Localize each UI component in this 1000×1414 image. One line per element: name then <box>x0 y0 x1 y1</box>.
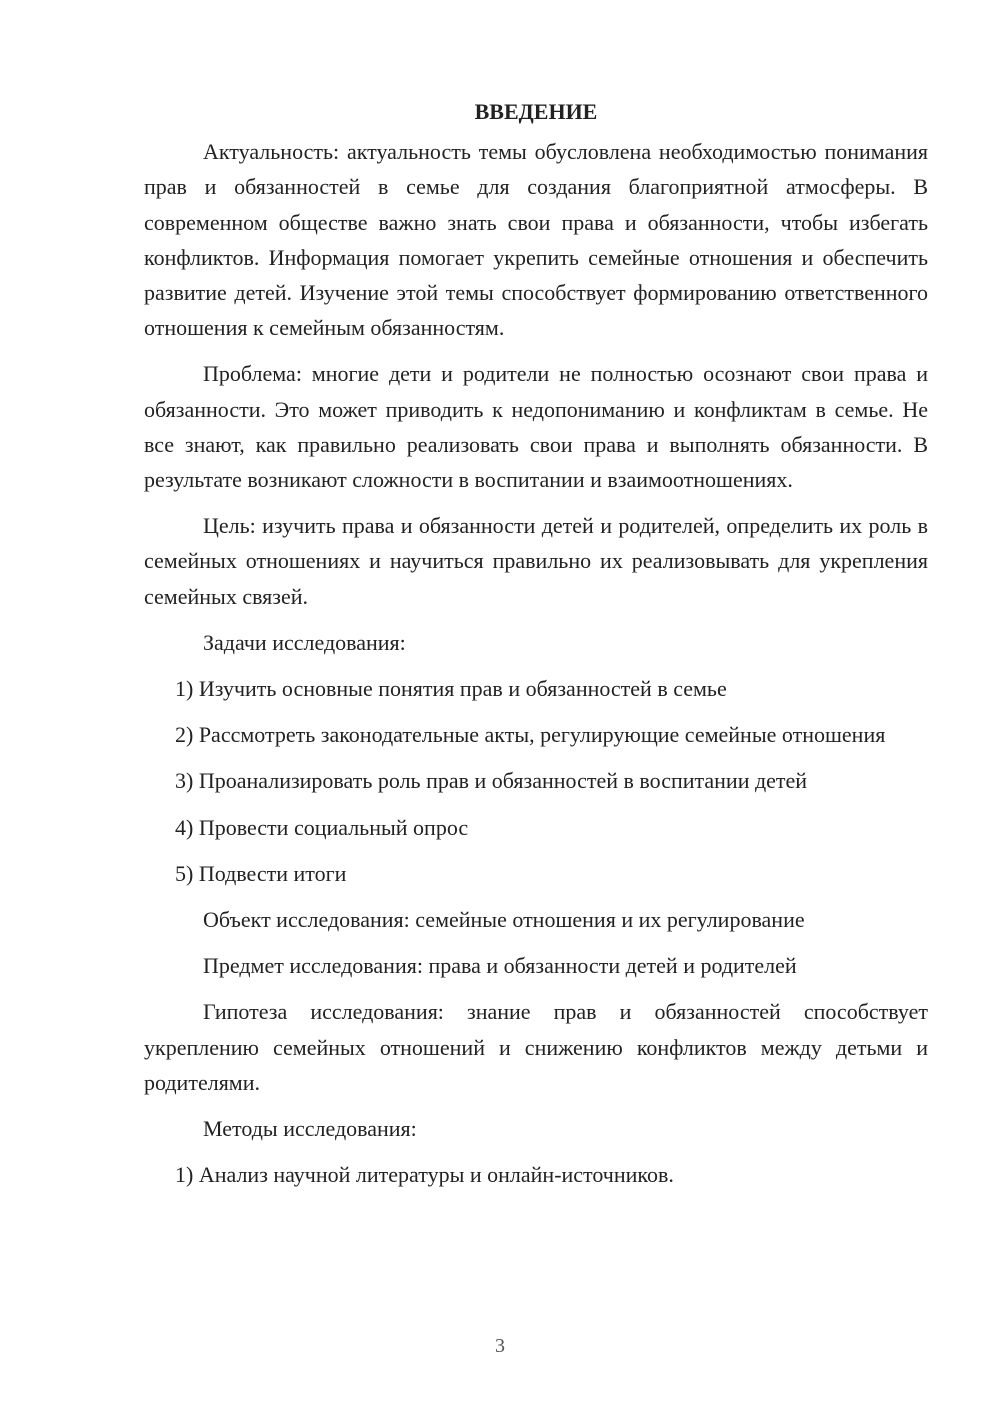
subject-paragraph: Предмет исследования: права и обязанности детей и родителей <box>203 953 797 979</box>
object-paragraph: Объект исследования: семейные отношения и их регулирование <box>203 907 805 933</box>
goal-paragraph: Цель: изучить права и обязанности детей и родителей, определить их роль в семейных отношениях и научиться правильно их реализовывать для укрепления семейных связей. <box>144 513 928 609</box>
methods-list <box>144 1157 928 1192</box>
section-title: ВВЕДЕНИЕ <box>474 99 598 124</box>
relevance-paragraph: Актуальность: актуальность темы обусловлена необходимостью понимания прав и обязанностей в семье для создания благоприятной атмосферы. В современном обществе важно знать свои права и обязанности, чтобы избегать конфликтов. Информация помогает укрепить семейные отношения и обеспечить развитие детей. Изучение этой темы способствует формированию ответственного отношения к семейным обязанностям. <box>144 139 928 341</box>
problem-paragraph: Проблема: многие дети и родители не полностью осознают свои права и обязанности. Это может приводить к недопониманию и конфликтам в семье. Не все знают, как правильно реализовать свои права и выполнять обязанности. В результате возникают сложности в воспитании и взаимоотношениях. <box>144 361 928 493</box>
task-item: 4) Провести социальный опрос <box>175 814 469 840</box>
hypothesis-paragraph: Гипотеза исследования: знание прав и обязанностей способствует укреплению семейных отношений и снижению конфликтов между детьми и родителями. <box>144 999 928 1095</box>
task-item: 3) Проанализировать роль прав и обязанностей в воспитании детей <box>175 768 808 794</box>
method-item: 1) Анализ научной литературы и онлайн-источников. <box>175 1162 674 1188</box>
methods-heading: Методы исследования: <box>203 1116 417 1142</box>
task-item: 2) Рассмотреть законодательные акты, регулирующие семейные отношения <box>175 722 886 748</box>
task-item: 5) Подвести итоги <box>175 860 347 886</box>
task-item: 1) Изучить основные понятия прав и обязанностей в семье <box>175 676 727 702</box>
tasks-heading: Задачи исследования: <box>203 629 406 655</box>
document-body <box>144 94 928 1203</box>
page-number: 3 <box>495 1335 505 1357</box>
tasks-list <box>144 671 928 891</box>
